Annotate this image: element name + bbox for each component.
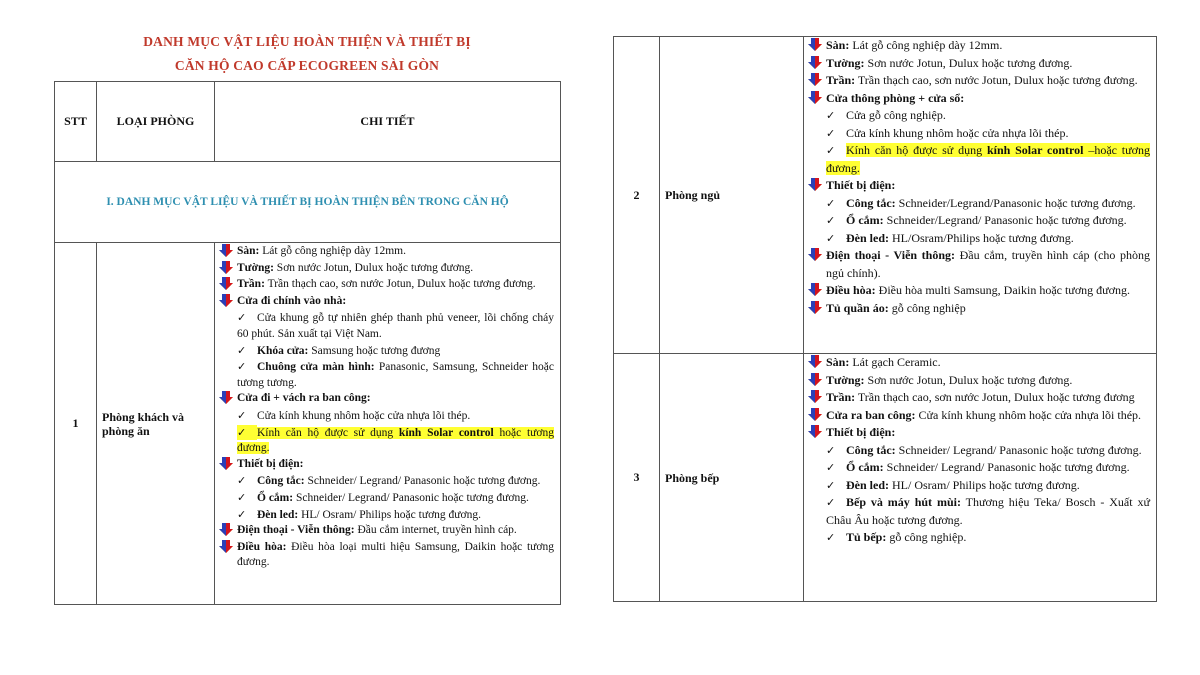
checkmark-icon: ✓ (826, 461, 836, 474)
list-item: Điều hòa: Điều hòa multi Samsung, Daikin hoặc tương đương. (808, 282, 1150, 300)
list-item: Sàn: Lát gạch Ceramic. (808, 354, 1150, 372)
table-row (614, 37, 1157, 354)
materials-table-left (54, 81, 561, 605)
list-item: Điện thoại - Viễn thông: Đầu cắm, truyền hình cáp (cho phòng ngủ chính). (808, 247, 1150, 282)
sub-item: ✓ Công tắc: Schneider/ Legrand/ Panasonic hoặc tương đương. (237, 474, 541, 488)
sub-item: ✓ Ổ cắm: Schneider/ Legrand/ Panasonic hoặc tương đương. (808, 459, 1150, 477)
arrow-bullet-icon (219, 294, 233, 307)
sub-item: ✓ Đèn led: HL/ Osram/ Philips hoặc tương đương. (237, 507, 481, 521)
section-row (55, 162, 561, 243)
list-item: Cửa đi chính vào nhà: (219, 294, 554, 311)
arrow-bullet-icon (808, 373, 822, 386)
header-room: LOẠI PHÒNG (97, 82, 215, 162)
room-detail (804, 354, 1157, 602)
arrow-bullet-icon (219, 457, 233, 470)
header-stt: STT (55, 82, 97, 162)
list-item: Tường: Sơn nước Jotun, Dulux hoặc tương đương. (219, 261, 554, 278)
arrow-bullet-icon (808, 38, 822, 51)
arrow-bullet-icon (808, 56, 822, 69)
checkmark-icon: ✓ (237, 343, 247, 357)
arrow-bullet-icon (219, 391, 233, 404)
sub-item: ✓ Kính căn hộ được sử dụng kính Solar control –hoặc tương đương. (826, 143, 1150, 175)
header-detail: CHI TIẾT (215, 82, 561, 162)
list-item: Điều hòa: Điều hòa loại multi hiệu Samsung, Daikin hoặc tương đương. (219, 540, 554, 571)
list-item: Thiết bị điện: (808, 424, 1150, 442)
sub-item: ✓ Cửa kính khung nhôm hoặc cửa nhựa lõi thép. (237, 408, 471, 422)
arrow-bullet-icon (219, 244, 233, 257)
arrow-bullet-icon (808, 408, 822, 421)
sub-item: ✓ Ổ cắm: Schneider/ Legrand/ Panasonic hoặc tương đương. (237, 490, 529, 504)
checkmark-icon: ✓ (826, 214, 836, 227)
checkmark-icon: ✓ (826, 126, 836, 140)
checkmark-icon: ✓ (826, 496, 836, 509)
sub-item: ✓ Cửa gỗ công nghiệp. (808, 107, 1150, 125)
room-detail (215, 243, 561, 605)
room-type: Phòng khách và phòng ăn (97, 243, 215, 605)
list-item: Cửa đi + vách ra ban công: (219, 391, 554, 408)
sub-item: ✓ Chuông cửa màn hình: Panasonic, Samsung, Schneider hoặc tương tương. (237, 360, 554, 389)
checkmark-icon: ✓ (237, 408, 247, 422)
list-item: Sàn: Lát gỗ công nghiệp dày 12mm. (808, 37, 1150, 55)
arrow-bullet-icon (808, 178, 822, 191)
list-item: Trần: Trần thạch cao, sơn nước Jotun, Dulux hoặc tương đương (808, 389, 1150, 407)
arrow-bullet-icon (808, 390, 822, 403)
list-item: Trần: Trần thạch cao, sơn nước Jotun, Dulux hoặc tương đương. (808, 72, 1150, 90)
arrow-bullet-icon (219, 523, 233, 536)
room-type: Phòng bếp (660, 354, 804, 602)
checkmark-icon: ✓ (237, 311, 247, 325)
table-header-row (55, 82, 561, 162)
sub-item: ✓ Công tắc: Schneider/ Legrand/ Panasonic hoặc tương đương. (808, 442, 1150, 460)
checkmark-icon: ✓ (237, 360, 247, 374)
arrow-bullet-icon (808, 91, 822, 104)
sub-item: ✓ Cửa khung gỗ tự nhiên ghép thanh phủ veneer, lõi chống cháy 60 phút. Sản xuất tại Việt Nam. (237, 311, 554, 340)
materials-table-right (613, 36, 1157, 602)
checkmark-icon: ✓ (237, 425, 257, 441)
arrow-bullet-icon (808, 355, 822, 368)
row-number: 2 (614, 37, 660, 354)
sub-item: ✓ Kính căn hộ được sử dụng kính Solar control hoặc tương đương. (237, 425, 554, 455)
sub-item: ✓ Khóa cửa: Samsung hoặc tương đương (237, 343, 441, 357)
list-item: Sàn: Lát gỗ công nghiệp dày 12mm. (219, 244, 554, 261)
table-row (55, 243, 561, 605)
arrow-bullet-icon (219, 540, 233, 553)
checkmark-icon: ✓ (826, 531, 836, 544)
list-item: Điện thoại - Viễn thông: Đầu cắm internet, truyền hình cáp. (219, 523, 554, 540)
list-item: Thiết bị điện: (808, 177, 1150, 195)
sub-item: ✓ Đèn led: HL/Osram/Philips hoặc tương đương. (808, 230, 1150, 248)
list-item: Thiết bị điện: (219, 457, 554, 474)
sub-item: ✓ Công tắc: Schneider/Legrand/Panasonic hoặc tương đương. (808, 195, 1150, 213)
sub-item: ✓ Đèn led: HL/ Osram/ Philips hoặc tương đương. (808, 477, 1150, 495)
arrow-bullet-icon (219, 277, 233, 290)
document-title-line2: CĂN HỘ CAO CẤP ECOGREEN SÀI GÒN (174, 58, 440, 73)
list-item: Tường: Sơn nước Jotun, Dulux hoặc tương đương. (808, 55, 1150, 73)
arrow-bullet-icon (808, 248, 822, 261)
list-item: Cửa thông phòng + cửa sổ: (808, 90, 1150, 108)
checkmark-icon: ✓ (826, 144, 836, 157)
checkmark-icon: ✓ (826, 109, 836, 122)
arrow-bullet-icon (219, 261, 233, 274)
row-number: 3 (614, 354, 660, 602)
sub-item: ✓ Cửa kính khung nhôm hoặc cửa nhựa lõi thép. (808, 125, 1150, 143)
checkmark-icon: ✓ (826, 478, 836, 492)
list-item: Cửa ra ban công: Cửa kính khung nhôm hoặc cửa nhựa lõi thép. (808, 407, 1150, 425)
list-item: Tủ quần áo: gỗ công nghiệp (808, 300, 1150, 318)
arrow-bullet-icon (808, 73, 822, 86)
arrow-bullet-icon (808, 425, 822, 438)
room-type: Phòng ngủ (660, 37, 804, 354)
list-item: Tường: Sơn nước Jotun, Dulux hoặc tương đương. (808, 372, 1150, 390)
row-number: 1 (55, 243, 97, 605)
checkmark-icon: ✓ (826, 231, 836, 245)
checkmark-icon: ✓ (237, 474, 247, 488)
checkmark-icon: ✓ (826, 443, 836, 457)
sub-item: ✓ Tủ bếp: gỗ công nghiệp. (808, 529, 1150, 547)
checkmark-icon: ✓ (237, 490, 247, 504)
arrow-bullet-icon (808, 301, 822, 314)
list-item: Trần: Trần thạch cao, sơn nước Jotun, Dulux hoặc tương đương. (219, 277, 554, 294)
table-row (614, 354, 1157, 602)
sub-item: ✓ Bếp và máy hút mùi: Thương hiệu Teka/ Bosch - Xuất xứ Châu Âu hoặc tương đương. (826, 495, 1151, 527)
checkmark-icon: ✓ (237, 507, 247, 521)
document-title-line1: DANH MỤC VẬT LIỆU HOÀN THIỆN VÀ THIẾT BỊ (143, 34, 471, 49)
room-detail (804, 37, 1157, 354)
section-title: I. DANH MỤC VẬT LIỆU VÀ THIẾT BỊ HOÀN THIỆN BÊN TRONG CĂN HỘ (55, 162, 561, 243)
checkmark-icon: ✓ (826, 196, 836, 210)
arrow-bullet-icon (808, 283, 822, 296)
sub-item: ✓ Ổ cắm: Schneider/Legrand/ Panasonic hoặc tương đương. (808, 212, 1150, 230)
